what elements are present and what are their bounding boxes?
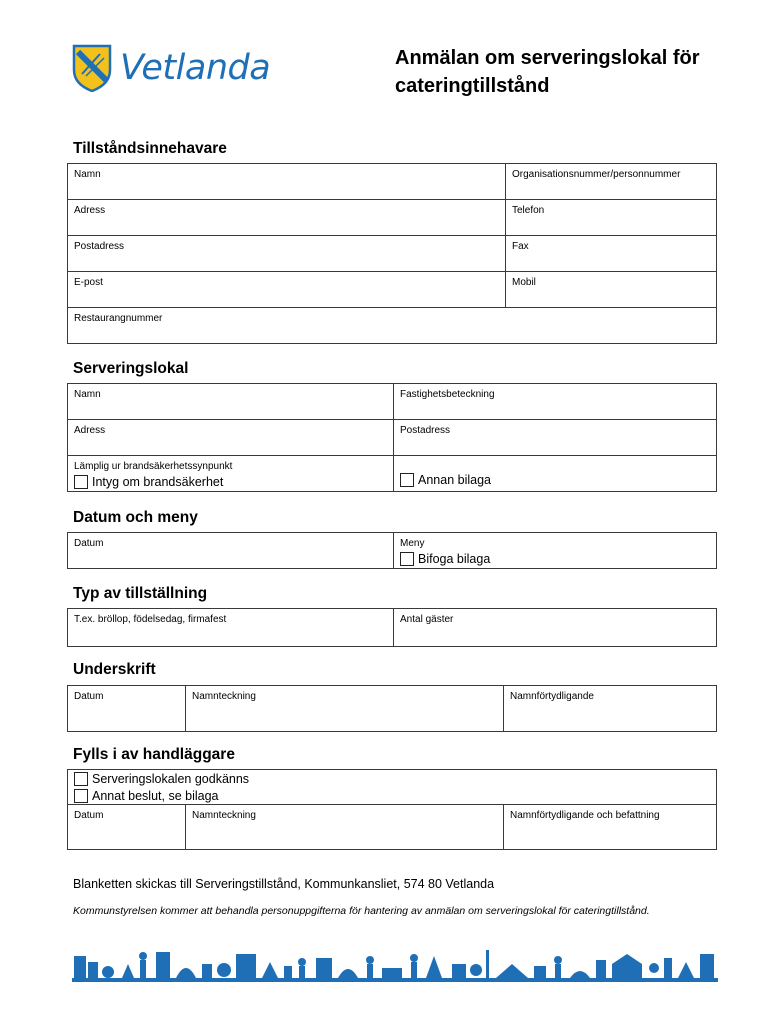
field-label: Adress	[74, 425, 106, 436]
table-row	[68, 308, 716, 343]
premises-name-field[interactable]	[68, 384, 393, 419]
field-label: T.ex. bröllop, födelsedag, firmafest	[74, 614, 227, 625]
table-row	[68, 420, 716, 456]
event-type-field[interactable]	[68, 609, 393, 646]
holder-org-number-field[interactable]	[505, 164, 716, 199]
fire-safety-cell	[68, 456, 393, 491]
holder-fax-field[interactable]	[505, 236, 716, 271]
date-menu-table	[67, 532, 717, 569]
other-attachment-option[interactable]	[400, 473, 491, 487]
field-label: Organisationsnummer/personnummer	[512, 169, 681, 180]
holder-postal-address-field[interactable]	[68, 236, 505, 271]
officer-name-title-field[interactable]	[503, 805, 716, 849]
checkbox-icon[interactable]	[74, 475, 88, 489]
field-label: Namnförtydligande och befattning	[510, 810, 660, 821]
checkbox-label: Intyg om brandsäkerhet	[92, 475, 224, 489]
checkbox-icon[interactable]	[400, 473, 414, 487]
coat-of-arms-icon	[72, 44, 112, 92]
privacy-note: Kommunstyrelsen kommer att behandla personuppgifterna för hantering av anmälan om serveringslokal för cateringtillstånd.	[73, 905, 650, 917]
field-label: Postadress	[400, 425, 451, 436]
premises-address-field[interactable]	[68, 420, 393, 455]
field-label: Datum	[74, 538, 104, 549]
field-label: Postadress	[74, 241, 125, 252]
premises-table	[67, 383, 717, 492]
other-decision-option[interactable]	[74, 789, 218, 803]
vetlanda-logo	[72, 44, 270, 92]
table-row	[68, 533, 716, 568]
premises-property-field[interactable]	[393, 384, 716, 419]
table-row	[68, 272, 716, 308]
field-label: Antal gäster	[400, 614, 454, 625]
officer-date-field[interactable]	[68, 805, 185, 849]
checkbox-label: Annat beslut, se bilaga	[92, 789, 219, 803]
field-label: Fastighetsbeteckning	[400, 389, 495, 400]
menu-attachment-option[interactable]	[400, 552, 490, 566]
event-table	[67, 608, 717, 647]
town-silhouette-strip	[72, 946, 718, 982]
checkbox-icon[interactable]	[74, 789, 88, 803]
send-to-text: Blanketten skickas till Serveringstillstånd, Kommunkansliet, 574 80 Vetlanda	[73, 877, 495, 891]
section-title-signature: Underskrift	[73, 661, 156, 678]
officer-table	[67, 769, 717, 850]
table-row	[68, 805, 716, 849]
checkbox-icon[interactable]	[400, 552, 414, 566]
table-row	[68, 686, 716, 731]
field-label: Datum	[74, 691, 104, 702]
table-row	[68, 384, 716, 420]
signature-field[interactable]	[185, 686, 503, 731]
section-title-holder: Tillståndsinnehavare	[73, 140, 227, 157]
section-title-officer: Fylls i av handläggare	[73, 746, 235, 763]
field-label: Fax	[512, 241, 529, 252]
checkbox-label: Annan bilaga	[418, 473, 491, 487]
checkbox-label: Bifoga bilaga	[418, 552, 491, 566]
other-attachment-cell	[393, 456, 716, 491]
menu-cell	[393, 533, 716, 568]
field-label: Telefon	[512, 205, 545, 216]
guest-count-field[interactable]	[393, 609, 716, 646]
signature-table	[67, 685, 717, 732]
officer-signature-field[interactable]	[185, 805, 503, 849]
table-row	[68, 200, 716, 236]
signature-date-field[interactable]	[68, 686, 185, 731]
section-title-event: Typ av tillställning	[73, 585, 208, 602]
holder-email-field[interactable]	[68, 272, 505, 307]
holder-table	[67, 163, 717, 344]
field-label: Namnteckning	[192, 810, 256, 821]
section-title-date-menu: Datum och meny	[73, 509, 198, 526]
checkbox-icon[interactable]	[74, 772, 88, 786]
field-label: Adress	[74, 205, 106, 216]
page-title: Anmälan om serveringslokal för cateringtillstånd	[395, 47, 700, 97]
field-label: Meny	[400, 538, 425, 549]
table-row	[68, 456, 716, 491]
field-label: Mobil	[512, 277, 536, 288]
premises-approved-option[interactable]	[74, 772, 249, 786]
field-label: Namn	[74, 389, 101, 400]
section-title-premises: Serveringslokal	[73, 360, 189, 377]
table-row	[68, 609, 716, 646]
holder-restaurant-number-field[interactable]	[68, 308, 716, 343]
field-label: Datum	[74, 810, 104, 821]
table-row	[68, 770, 716, 805]
holder-phone-field[interactable]	[505, 200, 716, 235]
premises-postal-address-field[interactable]	[393, 420, 716, 455]
name-clarification-field[interactable]	[503, 686, 716, 731]
holder-name-field[interactable]	[68, 164, 505, 199]
field-label: Namnförtydligande	[510, 691, 594, 702]
logo-wordmark: Vetlanda	[120, 48, 271, 88]
event-date-field[interactable]	[68, 533, 393, 568]
field-label: Namn	[74, 169, 101, 180]
table-row	[68, 236, 716, 272]
holder-mobile-field[interactable]	[505, 272, 716, 307]
field-label: Lämplig ur brandsäkerhetssynpunkt	[74, 461, 233, 472]
field-label: Restaurangnummer	[74, 313, 163, 324]
table-row	[68, 164, 716, 200]
holder-address-field[interactable]	[68, 200, 505, 235]
field-label: E-post	[74, 277, 103, 288]
fire-certificate-option[interactable]	[74, 475, 223, 489]
field-label: Namnteckning	[192, 691, 256, 702]
checkbox-label: Serveringslokalen godkänns	[92, 772, 250, 786]
